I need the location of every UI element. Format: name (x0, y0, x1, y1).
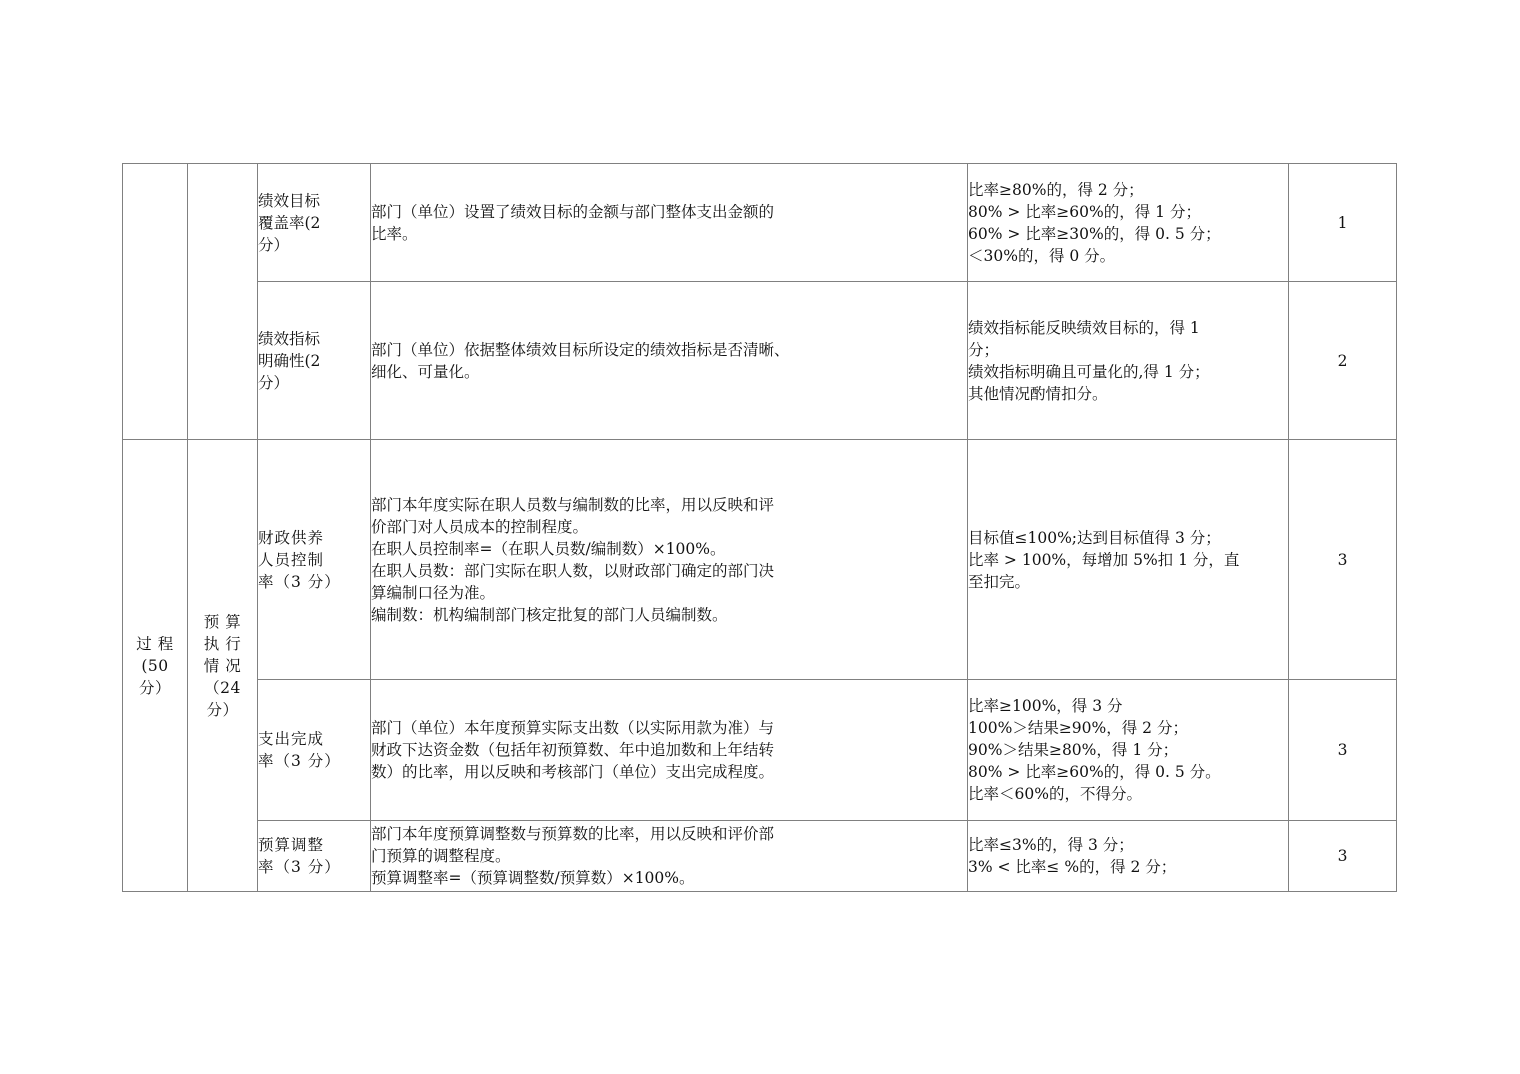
criteria-line: 比率 > 100%，每增加 5%扣 1 分，直 (968, 550, 1240, 569)
indicator-cell (258, 821, 371, 892)
criteria-line: 绩效指标明确且可量化的,得 1 分； (968, 362, 1210, 381)
indicator-line: 财政供养 (258, 528, 325, 547)
description-line: 部门本年度预算调整数与预算数的比率，用以反映和评价部 (371, 825, 775, 843)
criteria-line: 绩效指标能反映绩效目标的，得 1 (968, 318, 1200, 337)
indicator-line: 明确性(2 (258, 351, 321, 370)
description-cell (371, 821, 968, 892)
criteria-line: 60% > 比率≥30%的，得 0. 5 分； (968, 224, 1221, 243)
indicator-line: 率（3 分） (258, 752, 341, 770)
description-line: 部门（单位）设置了绩效目标的金额与部门整体支出金额的 (371, 202, 775, 221)
criteria-line: 90%＞结果≥80%，得 1 分； (968, 741, 1179, 759)
criteria-line: 3% < 比率≤ %的，得 2 分； (968, 858, 1177, 876)
dimension-cell (123, 440, 188, 892)
score-value-cell: 3 (1289, 680, 1397, 821)
criteria-line: 比率＜60%的，不得分。 (968, 785, 1142, 803)
criteria-line: 比率≥100%，得 3 分 (968, 697, 1123, 715)
indicator-cell (258, 164, 371, 282)
indicator-line: 分） (258, 373, 290, 392)
subdimension-cell-empty (188, 164, 258, 440)
description-cell (371, 282, 968, 440)
indicator-cell (258, 282, 371, 440)
description-line: 细化、可量化。 (371, 362, 480, 381)
table-row (123, 282, 1397, 440)
description-line: 部门本年度实际在职人员数与编制数的比率，用以反映和评 (371, 495, 775, 514)
score-value-cell: 2 (1289, 282, 1397, 440)
description-line: 在职人员数：部门实际在职人数，以财政部门确定的部门决 (371, 561, 775, 580)
indicator-line: 率（3 分） (258, 572, 341, 591)
score-value-cell: 3 (1289, 440, 1397, 680)
criteria-line: 至扣完。 (968, 572, 1031, 591)
criteria-line: 比率≥80%的，得 2 分； (968, 180, 1144, 199)
table-row (123, 821, 1397, 892)
dimension-cell-empty (123, 164, 188, 440)
indicator-line: 覆盖率(2 (258, 213, 321, 232)
criteria-line: ＜30%的，得 0 分。 (968, 246, 1116, 265)
criteria-cell (968, 440, 1289, 680)
indicator-cell (258, 440, 371, 680)
description-line: 部门（单位）依据整体绩效目标所设定的绩效指标是否清晰、 (371, 340, 790, 359)
indicator-line: 分） (258, 235, 290, 254)
score-value-cell: 3 (1289, 821, 1397, 892)
description-line: 财政下达资金数（包括年初预算数、年中追加数和上年结转 (371, 741, 775, 759)
description-cell (371, 680, 968, 821)
description-line: 部门（单位）本年度预算实际支出数（以实际用款为准）与 (371, 719, 775, 737)
subdimension-line: 执 行 (203, 634, 242, 653)
description-line: 算编制口径为准。 (371, 583, 496, 602)
criteria-cell (968, 282, 1289, 440)
criteria-cell (968, 164, 1289, 282)
subdimension-line: （24 (204, 678, 241, 697)
criteria-line: 比率≤3%的，得 3 分； (968, 836, 1134, 854)
description-line: 数）的比率，用以反映和考核部门（单位）支出完成程度。 (371, 763, 775, 781)
description-cell (371, 164, 968, 282)
indicator-cell (258, 680, 371, 821)
score-value-cell: 1 (1289, 164, 1397, 282)
criteria-line: 100%＞结果≥90%，得 2 分； (968, 719, 1188, 737)
criteria-line: 80% > 比率≥60%的，得 1 分； (968, 202, 1201, 221)
table-row (123, 440, 1397, 680)
performance-evaluation-table (122, 163, 1397, 892)
criteria-line: 分； (968, 340, 1000, 359)
criteria-line: 目标值≤100%;达到目标值得 3 分； (968, 528, 1221, 547)
criteria-line: 80% > 比率≥60%的，得 0. 5 分。 (968, 763, 1221, 781)
table-row (123, 164, 1397, 282)
indicator-line: 绩效目标 (258, 191, 321, 210)
criteria-line: 其他情况酌情扣分。 (968, 384, 1108, 403)
indicator-line: 人员控制 (258, 550, 325, 569)
criteria-cell (968, 821, 1289, 892)
subdimension-line: 预 算 (203, 612, 242, 631)
dimension-line: 过 程 (136, 634, 174, 653)
description-cell (371, 440, 968, 680)
description-line: 价部门对人员成本的控制程度。 (371, 517, 589, 536)
criteria-cell (968, 680, 1289, 821)
indicator-line: 绩效指标 (258, 329, 321, 348)
description-line: 在职人员控制率=（在职人员数/编制数）×100%。 (371, 539, 726, 558)
subdimension-line: 情 况 (203, 656, 242, 675)
indicator-line: 率（3 分） (258, 858, 341, 876)
table-row (123, 680, 1397, 821)
description-line: 门预算的调整程度。 (371, 847, 511, 865)
description-line: 比率。 (371, 224, 418, 243)
dimension-line: (50 (141, 656, 169, 675)
subdimension-cell (188, 440, 258, 892)
description-line: 编制数：机构编制部门核定批复的部门人员编制数。 (371, 605, 728, 624)
dimension-line: 分） (138, 678, 171, 697)
indicator-line: 预算调整 (258, 836, 325, 854)
subdimension-line: 分） (206, 700, 239, 719)
indicator-line: 支出完成 (258, 730, 325, 748)
description-line: 预算调整率=（预算调整数/预算数）×100%。 (371, 869, 695, 887)
